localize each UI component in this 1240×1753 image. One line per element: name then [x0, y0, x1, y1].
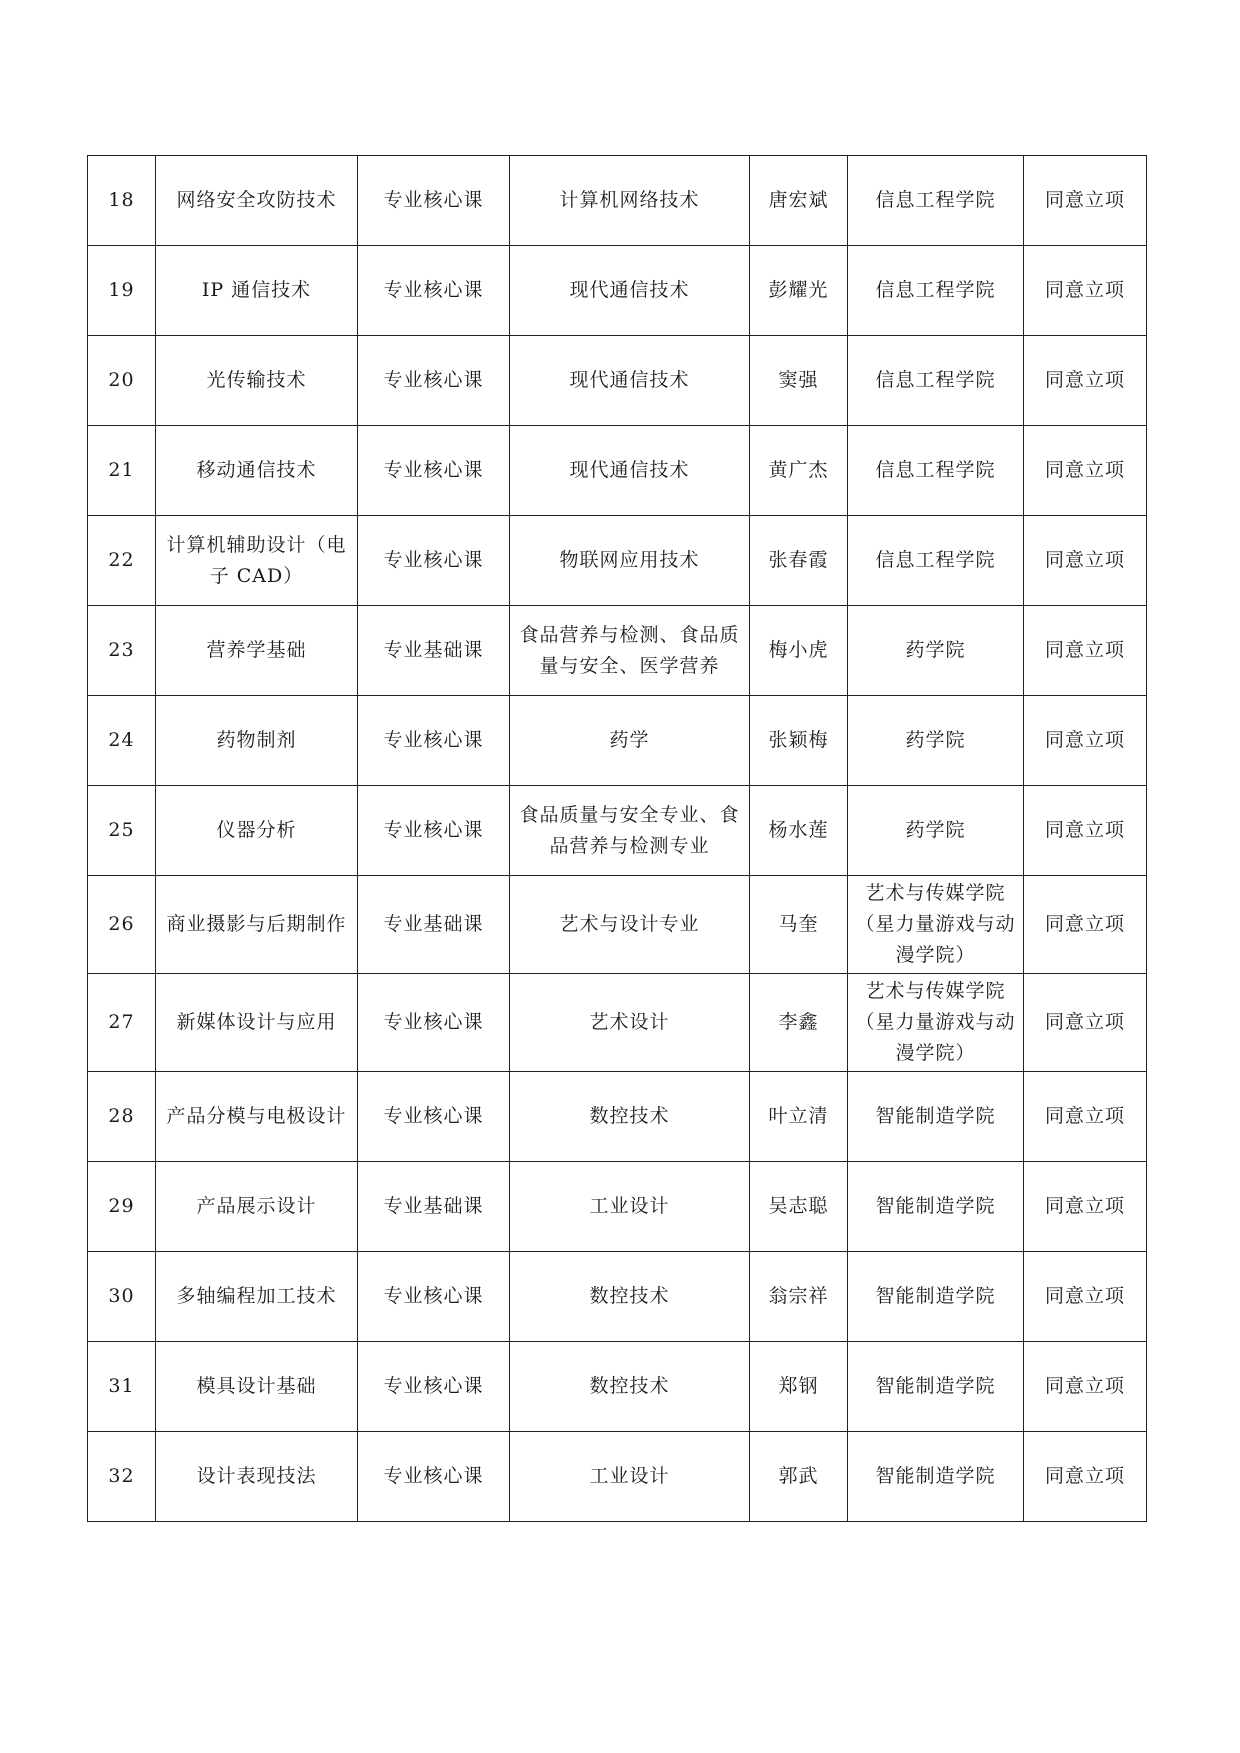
college-name: 信息工程学院 [848, 516, 1024, 606]
course-name: 多轴编程加工技术 [156, 1252, 358, 1342]
course-type: 专业核心课 [358, 1342, 510, 1432]
table-row [88, 1342, 1147, 1432]
course-type: 专业基础课 [358, 606, 510, 696]
review-result: 同意立项 [1024, 974, 1147, 1072]
course-type: 专业核心课 [358, 974, 510, 1072]
row-number: 25 [88, 786, 156, 876]
course-name: 模具设计基础 [156, 1342, 358, 1432]
row-number: 20 [88, 336, 156, 426]
college-name: 信息工程学院 [848, 156, 1024, 246]
leader-name: 马奎 [750, 876, 848, 974]
review-result: 同意立项 [1024, 516, 1147, 606]
major-name: 工业设计 [510, 1432, 750, 1522]
major-name: 艺术设计 [510, 974, 750, 1072]
college-name: 智能制造学院 [848, 1252, 1024, 1342]
leader-name: 张颖梅 [750, 696, 848, 786]
major-name: 计算机网络技术 [510, 156, 750, 246]
leader-name: 李鑫 [750, 974, 848, 1072]
table-row [88, 786, 1147, 876]
course-type: 专业核心课 [358, 1072, 510, 1162]
major-name: 药学 [510, 696, 750, 786]
table-row [88, 876, 1147, 974]
course-name: 产品分模与电极设计 [156, 1072, 358, 1162]
course-name: 移动通信技术 [156, 426, 358, 516]
table-row [88, 246, 1147, 336]
row-number: 26 [88, 876, 156, 974]
row-number: 31 [88, 1342, 156, 1432]
row-number: 28 [88, 1072, 156, 1162]
leader-name: 吴志聪 [750, 1162, 848, 1252]
table-row [88, 516, 1147, 606]
leader-name: 郭武 [750, 1432, 848, 1522]
review-result: 同意立项 [1024, 606, 1147, 696]
table-row [88, 336, 1147, 426]
major-name: 艺术与设计专业 [510, 876, 750, 974]
table-row [88, 1072, 1147, 1162]
row-number: 22 [88, 516, 156, 606]
course-name: 产品展示设计 [156, 1162, 358, 1252]
leader-name: 窦强 [750, 336, 848, 426]
table-row [88, 974, 1147, 1072]
major-name: 数控技术 [510, 1342, 750, 1432]
row-number: 27 [88, 974, 156, 1072]
course-type: 专业核心课 [358, 246, 510, 336]
course-type: 专业核心课 [358, 426, 510, 516]
course-name: 药物制剂 [156, 696, 358, 786]
course-type: 专业核心课 [358, 1432, 510, 1522]
college-name: 药学院 [848, 696, 1024, 786]
review-result: 同意立项 [1024, 786, 1147, 876]
college-name: 药学院 [848, 606, 1024, 696]
college-name: 信息工程学院 [848, 246, 1024, 336]
row-number: 29 [88, 1162, 156, 1252]
row-number: 23 [88, 606, 156, 696]
leader-name: 梅小虎 [750, 606, 848, 696]
course-name: 设计表现技法 [156, 1432, 358, 1522]
leader-name: 杨水莲 [750, 786, 848, 876]
leader-name: 翁宗祥 [750, 1252, 848, 1342]
table-row [88, 696, 1147, 786]
project-approval-table [87, 155, 1147, 1522]
college-name: 信息工程学院 [848, 336, 1024, 426]
college-name: 智能制造学院 [848, 1162, 1024, 1252]
college-name: 艺术与传媒学院（星力量游戏与动漫学院） [848, 876, 1024, 974]
course-type: 专业核心课 [358, 156, 510, 246]
review-result: 同意立项 [1024, 1432, 1147, 1522]
leader-name: 黄广杰 [750, 426, 848, 516]
course-type: 专业核心课 [358, 696, 510, 786]
table-row [88, 1432, 1147, 1522]
major-name: 食品质量与安全专业、食品营养与检测专业 [510, 786, 750, 876]
table-row [88, 426, 1147, 516]
course-name: 仪器分析 [156, 786, 358, 876]
course-name: IP 通信技术 [156, 246, 358, 336]
course-name: 计算机辅助设计（电子 CAD） [156, 516, 358, 606]
college-name: 智能制造学院 [848, 1432, 1024, 1522]
table-row [88, 156, 1147, 246]
review-result: 同意立项 [1024, 426, 1147, 516]
major-name: 食品营养与检测、食品质量与安全、医学营养 [510, 606, 750, 696]
college-name: 智能制造学院 [848, 1342, 1024, 1432]
row-number: 21 [88, 426, 156, 516]
major-name: 现代通信技术 [510, 426, 750, 516]
major-name: 数控技术 [510, 1252, 750, 1342]
row-number: 19 [88, 246, 156, 336]
course-type: 专业核心课 [358, 1252, 510, 1342]
course-name: 网络安全攻防技术 [156, 156, 358, 246]
leader-name: 唐宏斌 [750, 156, 848, 246]
review-result: 同意立项 [1024, 336, 1147, 426]
college-name: 智能制造学院 [848, 1072, 1024, 1162]
review-result: 同意立项 [1024, 876, 1147, 974]
review-result: 同意立项 [1024, 156, 1147, 246]
course-name: 新媒体设计与应用 [156, 974, 358, 1072]
course-name: 商业摄影与后期制作 [156, 876, 358, 974]
review-result: 同意立项 [1024, 696, 1147, 786]
major-name: 工业设计 [510, 1162, 750, 1252]
course-type: 专业基础课 [358, 1162, 510, 1252]
college-name: 艺术与传媒学院（星力量游戏与动漫学院） [848, 974, 1024, 1072]
course-name: 营养学基础 [156, 606, 358, 696]
course-type: 专业核心课 [358, 516, 510, 606]
review-result: 同意立项 [1024, 1162, 1147, 1252]
table-row [88, 606, 1147, 696]
major-name: 物联网应用技术 [510, 516, 750, 606]
course-type: 专业核心课 [358, 336, 510, 426]
college-name: 信息工程学院 [848, 426, 1024, 516]
leader-name: 郑钢 [750, 1342, 848, 1432]
college-name: 药学院 [848, 786, 1024, 876]
major-name: 现代通信技术 [510, 336, 750, 426]
course-name: 光传输技术 [156, 336, 358, 426]
major-name: 现代通信技术 [510, 246, 750, 336]
table-row [88, 1252, 1147, 1342]
row-number: 18 [88, 156, 156, 246]
leader-name: 叶立清 [750, 1072, 848, 1162]
review-result: 同意立项 [1024, 1072, 1147, 1162]
review-result: 同意立项 [1024, 1342, 1147, 1432]
row-number: 32 [88, 1432, 156, 1522]
row-number: 30 [88, 1252, 156, 1342]
course-type: 专业基础课 [358, 876, 510, 974]
review-result: 同意立项 [1024, 1252, 1147, 1342]
row-number: 24 [88, 696, 156, 786]
course-type: 专业核心课 [358, 786, 510, 876]
review-result: 同意立项 [1024, 246, 1147, 336]
major-name: 数控技术 [510, 1072, 750, 1162]
leader-name: 彭耀光 [750, 246, 848, 336]
leader-name: 张春霞 [750, 516, 848, 606]
table-row [88, 1162, 1147, 1252]
